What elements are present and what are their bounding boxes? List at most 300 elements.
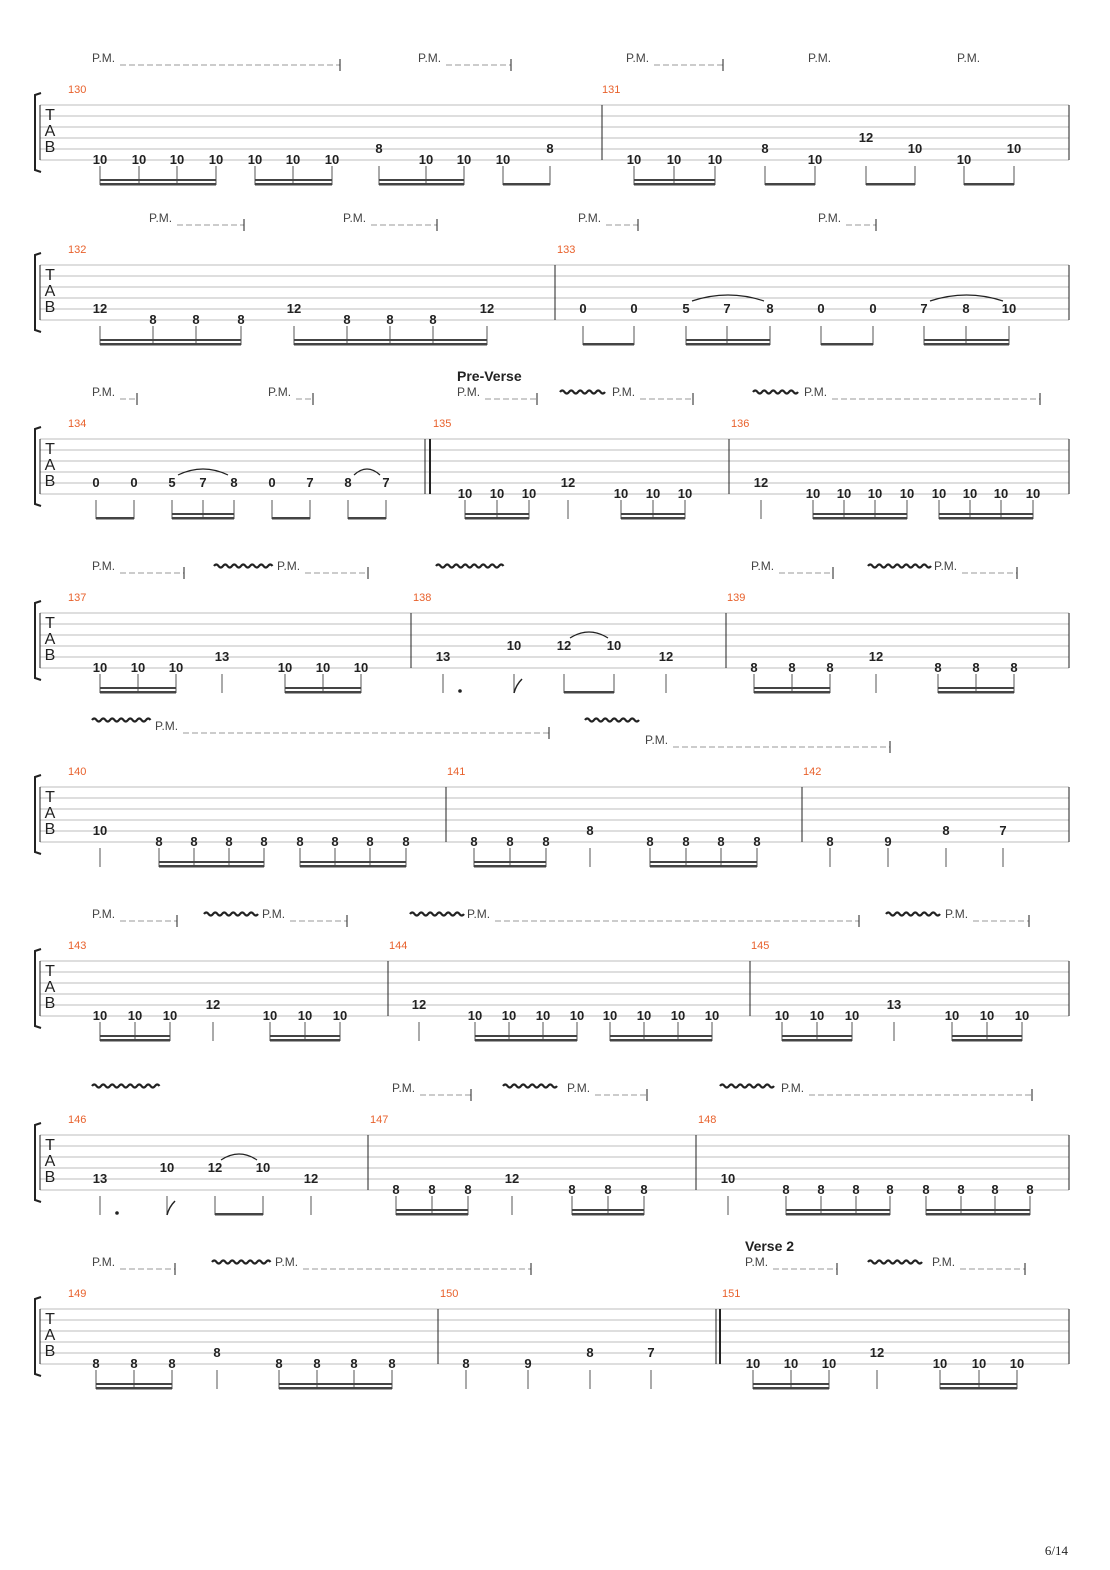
- vibrato-mark: [204, 913, 258, 916]
- beam: [926, 1209, 1030, 1211]
- vibrato-mark: [886, 913, 940, 916]
- palm-mute-label: P.M.: [804, 385, 828, 399]
- fret-number: 12: [868, 649, 884, 664]
- beam: [396, 1209, 468, 1211]
- fret-number: 8: [462, 1356, 470, 1371]
- fret-number: 8: [766, 301, 774, 316]
- fret-number: 8: [1010, 660, 1018, 675]
- fret-number: 10: [944, 1008, 960, 1023]
- fret-number: 10: [626, 152, 642, 167]
- fret-number: 8: [130, 1356, 138, 1371]
- fret-number: 8: [957, 1182, 965, 1197]
- fret-number: 8: [375, 141, 383, 156]
- measure-number: 150: [440, 1288, 459, 1300]
- fret-number: 8: [366, 834, 374, 849]
- beam: [786, 1213, 890, 1216]
- beam: [379, 179, 464, 181]
- measure-number: 151: [722, 1288, 741, 1300]
- fret-number: 8: [428, 1182, 436, 1197]
- fret-number: 8: [852, 1182, 860, 1197]
- vibrato-mark: [214, 565, 273, 568]
- fret-number: 10: [899, 486, 915, 501]
- fret-number: 7: [382, 475, 390, 490]
- beam: [813, 513, 907, 515]
- measure-number: 137: [68, 592, 87, 604]
- beam: [754, 687, 830, 689]
- vibrato-mark: [92, 719, 151, 722]
- palm-mute-label: P.M.: [751, 559, 775, 573]
- fret-number: 10: [720, 1171, 736, 1186]
- fret-number: 10: [907, 141, 923, 156]
- beam: [474, 865, 546, 868]
- fret-number: 8: [386, 312, 394, 327]
- fret-number: 10: [613, 486, 629, 501]
- tab-clef-letter: B: [44, 995, 56, 1012]
- beam: [924, 343, 1009, 346]
- vibrato-mark: [212, 1261, 271, 1264]
- fret-number: 10: [131, 152, 147, 167]
- fret-number: 10: [932, 1356, 948, 1371]
- fret-number: 10: [418, 152, 434, 167]
- beam: [475, 1039, 577, 1042]
- fret-number: 10: [821, 1356, 837, 1371]
- fret-number: 10: [1025, 486, 1041, 501]
- fret-number: 10: [707, 152, 723, 167]
- fret-number: 12: [504, 1171, 520, 1186]
- vibrato-mark: [753, 391, 798, 394]
- beam: [465, 513, 529, 515]
- fret-number: 8: [586, 1345, 594, 1360]
- beam: [379, 183, 464, 186]
- palm-mute-label: P.M.: [578, 211, 602, 225]
- fret-number: 8: [155, 834, 163, 849]
- palm-mute-label: P.M.: [781, 1081, 805, 1095]
- measure-number: 134: [68, 418, 87, 430]
- beam: [100, 339, 241, 341]
- fret-number: 8: [344, 475, 352, 490]
- fret-number: 8: [546, 141, 554, 156]
- fret-number: 5: [682, 301, 690, 316]
- tab-clef-letter: T: [45, 789, 55, 806]
- fret-number: 8: [788, 660, 796, 675]
- tab-clef-letter: B: [44, 1169, 56, 1186]
- fret-number: 12: [92, 301, 108, 316]
- fret-number: 0: [630, 301, 638, 316]
- measure-number: 136: [731, 418, 750, 430]
- tab-clef-letter: T: [45, 441, 55, 458]
- fret-number: 10: [844, 1008, 860, 1023]
- fret-number: 0: [130, 475, 138, 490]
- fret-number: 10: [456, 152, 472, 167]
- vibrato-mark: [868, 1261, 922, 1264]
- fret-number: 10: [467, 1008, 483, 1023]
- beam: [926, 1213, 1030, 1216]
- fret-number: 10: [92, 660, 108, 675]
- fret-number: 12: [560, 475, 576, 490]
- beam: [100, 183, 216, 186]
- beam: [564, 691, 614, 694]
- fret-number: 10: [956, 152, 972, 167]
- fret-number: 10: [208, 152, 224, 167]
- tab-clef-letter: A: [44, 457, 56, 474]
- fret-number: 10: [677, 486, 693, 501]
- fret-number: 10: [277, 660, 293, 675]
- beam: [610, 1039, 712, 1042]
- tab-system: [35, 719, 1069, 868]
- palm-mute-label: P.M.: [612, 385, 636, 399]
- fret-number: 8: [237, 312, 245, 327]
- beam: [255, 179, 332, 181]
- tab-clef-letter: A: [44, 283, 56, 300]
- fret-number: 0: [268, 475, 276, 490]
- fret-number: 10: [535, 1008, 551, 1023]
- fret-number: 10: [92, 1008, 108, 1023]
- beam: [650, 861, 757, 863]
- beam: [634, 183, 715, 186]
- fret-number: 8: [470, 834, 478, 849]
- fret-number: 10: [645, 486, 661, 501]
- fret-number: 10: [315, 660, 331, 675]
- palm-mute-label: P.M.: [92, 385, 116, 399]
- fret-number: 8: [402, 834, 410, 849]
- fret-number: 0: [869, 301, 877, 316]
- palm-mute-label: P.M.: [626, 51, 650, 65]
- fret-number: 0: [817, 301, 825, 316]
- beam: [475, 1035, 577, 1037]
- beam: [866, 183, 915, 186]
- note-flag: [167, 1201, 175, 1215]
- fret-number: 8: [230, 475, 238, 490]
- beam: [650, 865, 757, 868]
- beam: [939, 513, 1033, 515]
- fret-number: 9: [524, 1356, 532, 1371]
- fret-number: 13: [886, 997, 902, 1012]
- tab-system: [35, 559, 1069, 694]
- palm-mute-label: P.M.: [457, 385, 481, 399]
- fret-number: 8: [506, 834, 514, 849]
- fret-number: 10: [1009, 1356, 1025, 1371]
- fret-number: 10: [602, 1008, 618, 1023]
- fret-number: 10: [247, 152, 263, 167]
- palm-mute-label: P.M.: [945, 907, 969, 921]
- fret-number: 10: [704, 1008, 720, 1023]
- fret-number: 8: [761, 141, 769, 156]
- beam: [474, 861, 546, 863]
- beam: [952, 1035, 1022, 1037]
- tab-clef-letter: B: [44, 139, 56, 156]
- palm-mute-label: P.M.: [262, 907, 286, 921]
- beam: [272, 517, 310, 520]
- fret-number: 10: [92, 823, 108, 838]
- fret-number: 10: [666, 152, 682, 167]
- palm-mute-label: P.M.: [155, 719, 179, 733]
- beam: [100, 1035, 170, 1037]
- beam: [753, 1387, 829, 1390]
- tab-clef-letter: A: [44, 1153, 56, 1170]
- fret-number: 8: [826, 660, 834, 675]
- fret-number: 7: [306, 475, 314, 490]
- beam: [952, 1039, 1022, 1042]
- fret-number: 8: [750, 660, 758, 675]
- fret-number: 10: [805, 486, 821, 501]
- fret-number: 8: [275, 1356, 283, 1371]
- fret-number: 7: [723, 301, 731, 316]
- beam: [940, 1383, 1017, 1385]
- palm-mute-label: P.M.: [745, 1255, 769, 1269]
- vibrato-mark: [868, 565, 931, 568]
- fret-number: 8: [313, 1356, 321, 1371]
- beam: [503, 183, 550, 186]
- beam: [686, 339, 770, 341]
- beam: [100, 1039, 170, 1042]
- section-title: Verse 2: [745, 1238, 795, 1254]
- measure-number: 149: [68, 1288, 87, 1300]
- fret-number: 8: [604, 1182, 612, 1197]
- fret-number: 12: [286, 301, 302, 316]
- tab-clef-letter: T: [45, 615, 55, 632]
- beam: [159, 865, 264, 868]
- measure-number: 138: [413, 592, 432, 604]
- fret-number: 10: [127, 1008, 143, 1023]
- tab-clef-letter: A: [44, 631, 56, 648]
- fret-number: 8: [962, 301, 970, 316]
- page-number: 6/14: [1044, 1543, 1068, 1558]
- fret-number: 10: [285, 152, 301, 167]
- section-title: Pre-Verse: [457, 368, 522, 384]
- palm-mute-label: P.M.: [268, 385, 292, 399]
- beam: [172, 517, 234, 520]
- fret-number: 10: [636, 1008, 652, 1023]
- palm-mute-label: P.M.: [392, 1081, 416, 1095]
- measure-number: 145: [751, 940, 770, 952]
- fret-number: 10: [962, 486, 978, 501]
- fret-number: 8: [542, 834, 550, 849]
- palm-mute-label: P.M.: [808, 51, 832, 65]
- beam: [255, 183, 332, 186]
- beam: [215, 1213, 263, 1216]
- fret-number: 7: [920, 301, 928, 316]
- measure-number: 130: [68, 84, 87, 96]
- beam: [753, 1383, 829, 1385]
- vibrato-mark: [436, 565, 504, 568]
- beam: [572, 1213, 644, 1216]
- fret-number: 8: [388, 1356, 396, 1371]
- fret-number: 12: [479, 301, 495, 316]
- fret-number: 8: [586, 823, 594, 838]
- fret-number: 12: [658, 649, 674, 664]
- fret-number: 8: [192, 312, 200, 327]
- fret-number: 10: [807, 152, 823, 167]
- vibrato-mark: [720, 1085, 774, 1088]
- fret-number: 12: [205, 997, 221, 1012]
- fret-number: 10: [159, 1160, 175, 1175]
- measure-number: 131: [602, 84, 621, 96]
- fret-number: 8: [886, 1182, 894, 1197]
- fret-number: 13: [435, 649, 451, 664]
- fret-number: 10: [495, 152, 511, 167]
- measure-number: 148: [698, 1114, 717, 1126]
- fret-number: 8: [343, 312, 351, 327]
- fret-number: 10: [745, 1356, 761, 1371]
- tab-clef-letter: B: [44, 1343, 56, 1360]
- beam: [465, 517, 529, 520]
- duration-dot: [115, 1211, 119, 1215]
- beam: [940, 1387, 1017, 1390]
- tab-clef-letter: T: [45, 1137, 55, 1154]
- beam: [621, 513, 685, 515]
- fret-number: 8: [331, 834, 339, 849]
- beam: [583, 343, 634, 346]
- beam: [782, 1035, 852, 1037]
- fret-number: 10: [993, 486, 1009, 501]
- fret-number: 10: [506, 638, 522, 653]
- fret-number: 8: [646, 834, 654, 849]
- fret-number: 8: [92, 1356, 100, 1371]
- fret-number: 10: [867, 486, 883, 501]
- tab-clef-letter: T: [45, 963, 55, 980]
- fret-number: 13: [92, 1171, 108, 1186]
- fret-number: 10: [297, 1008, 313, 1023]
- fret-number: 10: [809, 1008, 825, 1023]
- fret-number: 8: [225, 834, 233, 849]
- fret-number: 8: [464, 1182, 472, 1197]
- measure-number: 135: [433, 418, 452, 430]
- fret-number: 10: [92, 152, 108, 167]
- fret-number: 10: [162, 1008, 178, 1023]
- fret-number: 10: [1001, 301, 1017, 316]
- beam: [100, 687, 176, 689]
- beam: [270, 1039, 340, 1042]
- fret-number: 8: [817, 1182, 825, 1197]
- fret-number: 10: [783, 1356, 799, 1371]
- beam: [96, 1387, 172, 1390]
- beam: [172, 513, 234, 515]
- fret-number: 8: [753, 834, 761, 849]
- beam: [924, 339, 1009, 341]
- fret-number: 9: [884, 834, 892, 849]
- beam: [621, 517, 685, 520]
- fret-number: 8: [213, 1345, 221, 1360]
- fret-number: 8: [991, 1182, 999, 1197]
- fret-number: 10: [457, 486, 473, 501]
- tab-system: [35, 1081, 1069, 1216]
- palm-mute-label: P.M.: [277, 559, 301, 573]
- tab-clef-letter: B: [44, 647, 56, 664]
- fret-number: 10: [324, 152, 340, 167]
- fret-number: 8: [972, 660, 980, 675]
- fret-number: 10: [569, 1008, 585, 1023]
- beam: [96, 1383, 172, 1385]
- beam: [100, 343, 241, 346]
- beam: [285, 687, 361, 689]
- fret-number: 10: [670, 1008, 686, 1023]
- note-flag: [514, 679, 522, 693]
- fret-number: 8: [782, 1182, 790, 1197]
- fret-number: 12: [753, 475, 769, 490]
- beam: [813, 517, 907, 520]
- palm-mute-label: P.M.: [275, 1255, 299, 1269]
- palm-mute-label: P.M.: [645, 733, 669, 747]
- palm-mute-label: P.M.: [957, 51, 981, 65]
- fret-number: 10: [979, 1008, 995, 1023]
- measure-number: 133: [557, 244, 576, 256]
- vibrato-mark: [92, 1085, 160, 1088]
- fret-number: 13: [214, 649, 230, 664]
- fret-number: 8: [190, 834, 198, 849]
- fret-number: 8: [934, 660, 942, 675]
- measure-number: 146: [68, 1114, 87, 1126]
- tab-clef-letter: B: [44, 299, 56, 316]
- fret-number: 10: [836, 486, 852, 501]
- beam: [939, 517, 1033, 520]
- vibrato-mark: [585, 719, 639, 722]
- tab-system: [35, 51, 1069, 186]
- tab-system: [35, 1238, 1069, 1390]
- fret-number: 10: [255, 1160, 271, 1175]
- beam: [786, 1209, 890, 1211]
- beam: [964, 183, 1014, 186]
- vibrato-mark: [503, 1085, 557, 1088]
- beam: [572, 1209, 644, 1211]
- fret-number: 10: [931, 486, 947, 501]
- tab-system: [35, 907, 1069, 1042]
- fret-number: 8: [568, 1182, 576, 1197]
- tab-clef-letter: T: [45, 107, 55, 124]
- tab-clef-letter: A: [44, 979, 56, 996]
- palm-mute-label: P.M.: [418, 51, 442, 65]
- palm-mute-label: P.M.: [932, 1255, 956, 1269]
- measure-number: 144: [389, 940, 408, 952]
- beam: [610, 1035, 712, 1037]
- palm-mute-label: P.M.: [92, 559, 116, 573]
- fret-number: 10: [1006, 141, 1022, 156]
- beam: [782, 1039, 852, 1042]
- beam: [765, 183, 815, 186]
- beam: [300, 861, 406, 863]
- beam: [159, 861, 264, 863]
- fret-number: 12: [869, 1345, 885, 1360]
- fret-number: 7: [199, 475, 207, 490]
- fret-number: 8: [260, 834, 268, 849]
- palm-mute-label: P.M.: [92, 1255, 116, 1269]
- fret-number: 10: [332, 1008, 348, 1023]
- measure-number: 139: [727, 592, 746, 604]
- beam: [396, 1213, 468, 1216]
- fret-number: 10: [774, 1008, 790, 1023]
- beam: [294, 339, 487, 341]
- palm-mute-label: P.M.: [92, 907, 116, 921]
- tab-system: [35, 368, 1069, 520]
- fret-number: 8: [922, 1182, 930, 1197]
- fret-number: 8: [717, 834, 725, 849]
- beam: [686, 343, 770, 346]
- fret-number: 10: [489, 486, 505, 501]
- beam: [821, 343, 873, 346]
- beam: [270, 1035, 340, 1037]
- fret-number: 7: [999, 823, 1007, 838]
- fret-number: 10: [1014, 1008, 1030, 1023]
- fret-number: 8: [296, 834, 304, 849]
- fret-number: 10: [971, 1356, 987, 1371]
- beam: [285, 691, 361, 694]
- measure-number: 140: [68, 766, 87, 778]
- measure-number: 141: [447, 766, 466, 778]
- tab-clef-letter: A: [44, 1327, 56, 1344]
- beam: [938, 687, 1014, 689]
- fret-number: 8: [350, 1356, 358, 1371]
- measure-number: 143: [68, 940, 87, 952]
- beam: [348, 517, 386, 520]
